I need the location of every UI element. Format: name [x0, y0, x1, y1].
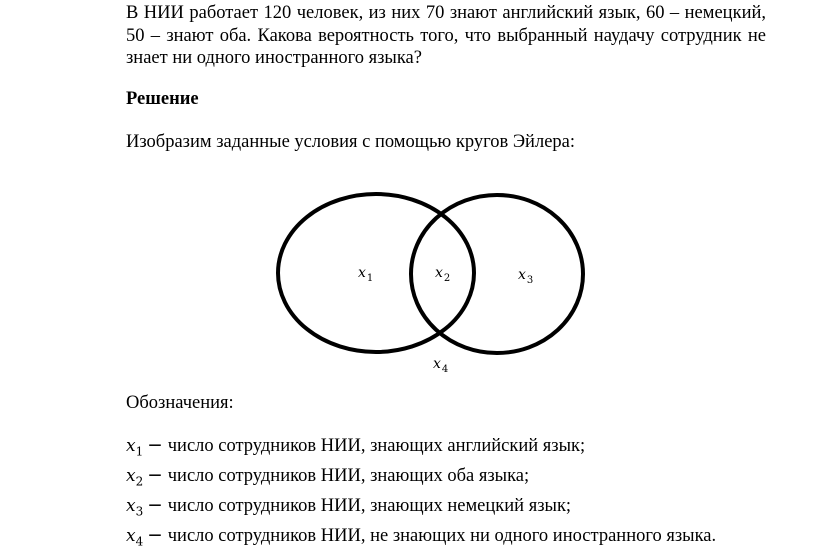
legend-var-x2: $x_2$ [126, 465, 144, 489]
legend-text-x2: число сотрудников НИИ, знающих оба языка; [167, 465, 530, 486]
legend-text-x3: число сотрудников НИИ, знающих немецкий язык; [167, 495, 572, 516]
problem-statement: В НИИ работает 120 человек, из них 70 знают английский язык, 60 – немецкий, 50 – знают оба. Какова вероятность того, что выбранный наудачу сотрудник не знает ни одного иностранного языка? [126, 3, 766, 68]
solution-intro: Изобразим заданные условия с помощью кругов Эйлера: [126, 132, 576, 152]
legend-var-x4: $x_4$ [126, 525, 144, 549]
legend-text-x1: число сотрудников НИИ, знающих английский язык; [167, 436, 586, 456]
region-label-x3: $x_3$ [518, 267, 534, 286]
legend-var-x1: $x_1$ [126, 436, 144, 459]
legend-list [126, 434, 716, 554]
region-label-x1: $x_1$ [358, 265, 374, 284]
legend-text-x4: число сотрудников НИИ, не знающих ни одного иностранного языка. [167, 525, 717, 546]
legend-item-x1: $x_1$ − число сотрудников НИИ, знающих английский язык; [126, 435, 586, 459]
legend-item-x3: $x_3$ − число сотрудников НИИ, знающих немецкий язык; [126, 494, 572, 519]
legend-item-x4: $x_4$ − число сотрудников НИИ, не знающих ни одного иностранного языка. [126, 524, 717, 549]
legend-var-x3: $x_3$ [126, 495, 144, 519]
legend-item-x2: $x_2$ − число сотрудников НИИ, знающих оба языка; [126, 464, 530, 489]
region-label-x2: $x_2$ [435, 265, 451, 284]
region-label-x4: $x_4$ [433, 356, 449, 375]
legend-title: Обозначения: [126, 393, 234, 413]
solution-heading: Решение [126, 89, 199, 109]
